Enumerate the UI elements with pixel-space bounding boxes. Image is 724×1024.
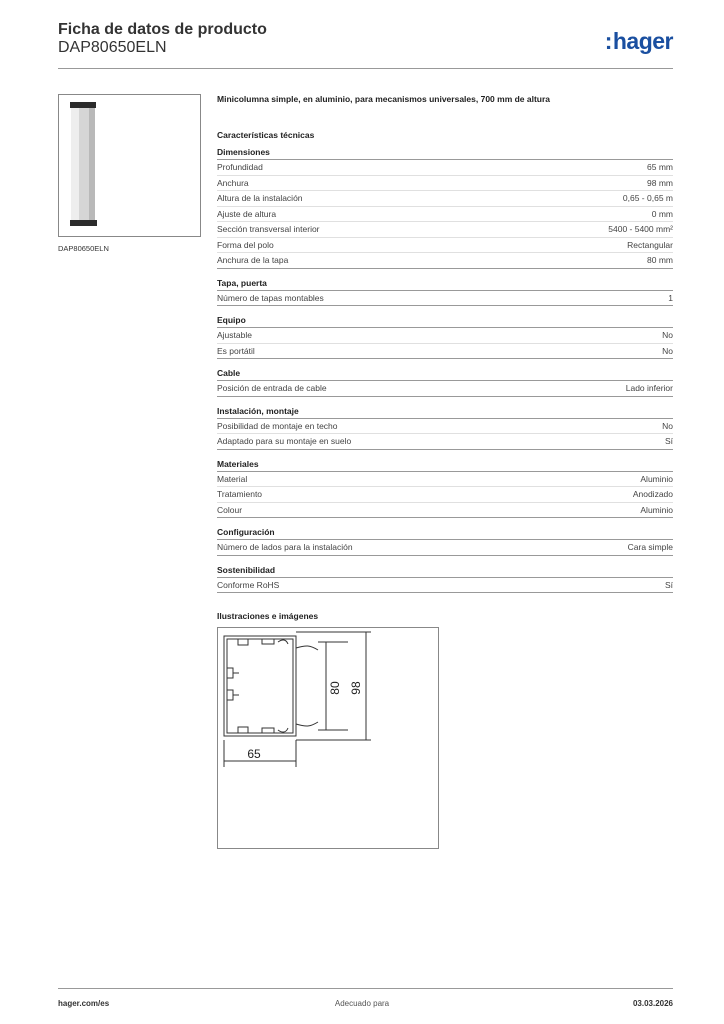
spec-label: Anchura de la tapa [217,255,289,265]
spec-group-title: Sostenibilidad [217,565,673,578]
spec-row [217,381,673,397]
minicolumn-picture [59,95,200,236]
spec-row [217,540,673,556]
spec-group [217,315,673,359]
spec-group [217,368,673,397]
spec-group-title: Instalación, montaje [217,406,673,419]
spec-value: Anodizado [632,489,673,499]
illustrations-title: Ilustraciones e imágenes [217,611,319,621]
logo-text: hager [612,28,673,54]
spec-value: Aluminio [640,504,673,515]
spec-value: No [662,330,673,340]
footer-website[interactable]: hager.com/es [58,999,110,1008]
dim-label-inner: 80 [328,681,342,695]
footer-date: 03.03.2026 [632,999,673,1008]
spec-value: 98 mm [647,177,673,188]
spec-group-title: Configuración [217,527,673,540]
spec-label: Es portátil [217,345,255,356]
spec-row [217,207,673,223]
product-image-caption: DAP80650ELN [58,244,109,253]
spec-label: Material [217,473,248,484]
spec-label: Ajuste de altura [217,208,277,219]
product-image [58,94,201,237]
spec-label: Tratamiento [217,489,263,499]
spec-row [217,578,673,594]
spec-label: Posibilidad de montaje en techo [217,420,338,431]
profile-drawing [218,628,438,848]
product-description: Minicolumna simple, en aluminio, para mecanismos universales, 700 mm de altura [217,94,551,104]
spec-groups [217,147,673,593]
spec-row [217,472,673,488]
hager-logo: :hager [604,28,673,54]
spec-value: 80 mm [647,255,673,265]
spec-label: Sección transversal interior [217,224,320,234]
spec-value: 1 [668,292,673,303]
spec-value: Sí [664,579,673,590]
spec-row [217,191,673,207]
spec-value: Lado inferior [625,383,673,393]
spec-row [217,238,673,254]
spec-label: Posición de entrada de cable [217,383,327,393]
spec-row [217,328,673,344]
spec-group-title: Dimensiones [217,147,673,160]
spec-row [217,419,673,435]
header-divider [58,68,673,69]
spec-group-title: Materiales [217,459,673,472]
spec-group [217,406,673,450]
section-heading: Características técnicas [217,130,315,140]
spec-row [217,222,673,238]
spec-row [217,503,673,519]
product-code: DAP80650ELN [58,39,167,56]
spec-value: No [662,345,673,356]
spec-value: Cara simple [627,542,673,552]
spec-value: 0 mm [651,208,673,219]
spec-label: Número de lados para la instalación [217,542,353,552]
spec-value: 0,65 - 0,65 m [622,193,673,203]
spec-group [217,527,673,556]
spec-label: Forma del polo [217,239,274,250]
spec-row [217,344,673,360]
spec-value: 5400 - 5400 mm² [608,224,673,234]
spec-group [217,459,673,519]
spec-row [217,434,673,450]
spec-label: Conforme RoHS [217,579,280,590]
spec-label: Número de tapas montables [217,292,324,303]
spec-group-title: Tapa, puerta [217,278,673,291]
spec-value: No [662,420,673,431]
spec-group [217,278,673,307]
dim-label-depth: 65 [247,747,261,761]
spec-group-title: Cable [217,368,673,381]
spec-row [217,160,673,176]
spec-row [217,291,673,307]
spec-label: Ajustable [217,330,252,340]
spec-value: Aluminio [640,473,673,484]
spec-value: Rectangular [627,239,673,250]
spec-label: Profundidad [217,162,263,172]
spec-group-title: Equipo [217,315,673,328]
dim-label-width: 98 [349,681,363,695]
spec-label: Anchura [217,177,249,188]
spec-row [217,176,673,192]
page-title: Ficha de datos de producto [58,21,267,38]
spec-value: Sí [664,436,673,446]
spec-row [217,487,673,503]
spec-group [217,147,673,269]
spec-label: Adaptado para su montaje en suelo [217,436,352,446]
spec-label: Altura de la instalación [217,193,303,203]
spec-value: 65 mm [647,162,673,172]
spec-group [217,565,673,594]
spec-row [217,253,673,269]
dimension-drawing [217,627,439,849]
footer-suitable-for: Adecuado para [334,999,390,1008]
footer-divider [58,988,673,989]
main-content [217,94,673,849]
spec-label: Colour [217,504,243,515]
